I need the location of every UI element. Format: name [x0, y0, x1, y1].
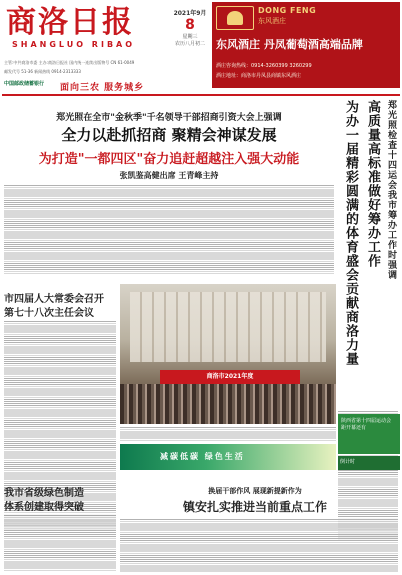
ad-brand-chinese: 东风酒庄 [258, 17, 286, 25]
masthead-rule [2, 94, 400, 96]
right-headline-secondary: 为办一届精彩圆满的体育盛会贡献商洛力量 [343, 100, 358, 366]
right-kicker: 郑光照检查十四运会我市筹办工作时强调 [386, 100, 396, 280]
photo-caption [120, 426, 336, 442]
masthead-slogan: 面向三农 服务城乡 [60, 83, 145, 93]
story3-body-text [4, 514, 116, 572]
side-ad-line1: 陕西省第十四届运动会 [341, 418, 392, 424]
right-headline: 高质量高标准做好筹办工作 [365, 100, 380, 268]
masthead-info-secondary: 邮发代号 51-36 新闻热线 0914-2313333 [4, 69, 81, 74]
date-block [170, 8, 210, 78]
lead-kicker: 郑光照在全市"金秋季"千名领导干部招商引资大会上强调 [56, 113, 282, 123]
ad-headline: 东风酒庄 丹凤葡萄酒高端品牌 [216, 38, 363, 51]
story4-kicker: 换届干部作风 展现新提新作为 [208, 487, 302, 495]
date-year: 2021年9月 [173, 10, 207, 17]
date-week: 星期三 [182, 34, 198, 40]
story2-headline-line2: 第七十八次主任会议 [4, 308, 94, 319]
story4-body-text [120, 518, 398, 572]
story4-headline: 镇安扎实推进当前重点工作 [182, 500, 327, 514]
date-day: 8 [185, 17, 195, 33]
photo-banner: 商洛市2021年度 [160, 370, 300, 384]
story3-headline-line2: 体系创建取得突破 [4, 502, 84, 513]
countdown-strip: 倒计时 [338, 456, 400, 470]
masthead-title: 商洛日报 [6, 5, 134, 40]
lead-subheadline: 为打造"一都四区"奋力追赶超越注入强大动能 [38, 152, 300, 167]
ad-address: 酒庄地址：商洛市丹凤县商镇东风酒庄 [216, 73, 302, 79]
games-countdown-ad[interactable] [338, 414, 400, 454]
story3-headline: 我市省级绿色制造 [4, 488, 84, 499]
masthead-pinyin: SHANGLUO RIBAO [12, 40, 136, 49]
lead-byline: 张凯鉴高健出席 王青峰主持 [119, 171, 219, 180]
photo-building [130, 292, 326, 362]
side-ad-line2: 距开幕还有 [341, 425, 367, 431]
ad-phone: 酒庄咨询热线：0914-3260399 3260299 [216, 63, 312, 69]
lead-body-text [4, 184, 334, 274]
lead-headline: 全力以赴抓招商 聚精会神谋发展 [61, 126, 277, 144]
date-lunar: 农历八月初二 [174, 41, 205, 47]
top-advertisement[interactable] [212, 2, 400, 88]
winery-logo-icon [216, 6, 254, 30]
photo-crowd [120, 384, 336, 424]
bank-logo: 中国邮政储蓄银行 [4, 81, 45, 87]
ad-brand-english: DONG FENG [258, 6, 317, 15]
group-photo [120, 284, 336, 424]
story2-headline: 市四届人大常委会召开 [4, 294, 104, 305]
masthead-info: 主管:中共商洛市委 主办:商洛日报社 国内统一连续出版物号 CN 61-0049 [4, 60, 135, 65]
environment-banner: 减碳低碳 绿色生活 [120, 444, 336, 470]
right-column-story [338, 100, 400, 540]
